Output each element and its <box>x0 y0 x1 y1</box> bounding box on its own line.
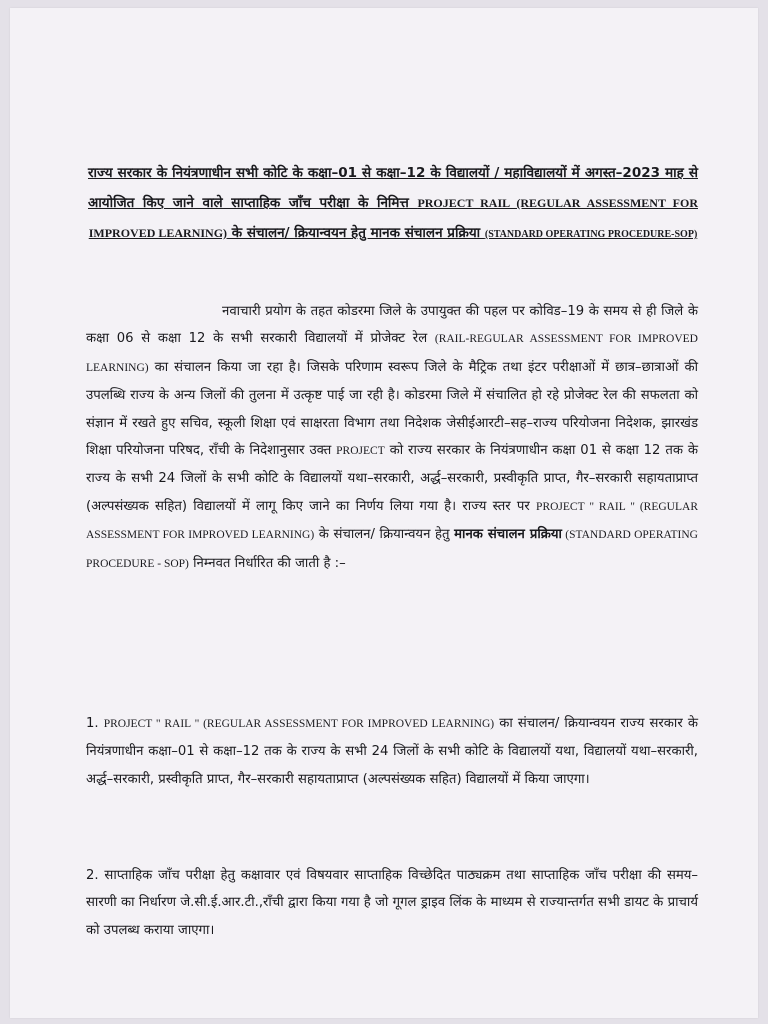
intro-sop-bold: मानक संचालन प्रक्रिया <box>454 527 562 543</box>
intro-rail-expansion: (RAIL-REGULAR ASSESSMENT FOR IMPROVED LEARNING) <box>86 333 698 374</box>
title-hindi-part2: के संचालन/ क्रियान्वयन हेतु मानक संचालन प्रक्रिया <box>227 225 485 241</box>
point-2-number: 2. <box>86 868 105 883</box>
intro-text-3: को राज्य सरकार के नियंत्रणाधीन कक्षा 01 से कक्षा 12 तक के राज्य के सभी 24 जिलों के सभी कोटि के विद्यालयों यथा–सरकारी, अर्द्ध–सरकारी, प्रस्वीकृति प्राप्त, गैर–सरकारी सहायताप्राप्त (अल्पसंख्यक सहित) विद्यालयों में लागू किए जाने का निर्णय लिया गया है। राज्य स्तर पर <box>86 443 698 514</box>
intro-project-rail: PROJECT " RAIL " (REGULAR ASSESSMENT FOR IMPROVED LEARNING) <box>86 500 698 542</box>
point-1-number: 1. <box>86 716 104 731</box>
intro-sop-english: (STANDARD OPERATING PROCEDURE - SOP) <box>86 529 698 570</box>
intro-paragraph <box>86 298 698 578</box>
intro-text-2: का संचालन किया जा रहा है। जिसके परिणाम स्वरूप जिले के मैट्रिक तथा इंटर परीक्षाओं में छात्र–छात्राओं की उपलब्धि राज्य के अन्य जिलों की तुलना में उत्कृष्ट पाई जा रही है। कोडरमा जिले में संचालित हो रहे प्रोजेक्ट रेल की सफलता को संज्ञान में रखते हुए सचिव, स्कूली शिक्षा एवं साक्षरता विभाग तथा निदेशक जेसीईआरटी–सह–राज्य परियोजना निदेशक, झारखंड शिक्षा परियोजना परिषद, राँची के निदेशानुसार उक्त <box>86 359 698 459</box>
title-hindi-part1: राज्य सरकार के नियंत्रणाधीन सभी कोटि के कक्षा–01 से कक्षा–12 के विद्यालयों / महाविद्यालयों में अगस्त–2023 माह से आयोजित किए जाने वाले साप्ताहिक जाँच परीक्षा के निमित्त <box>88 165 698 211</box>
title-project-rail: PROJECT RAIL (REGULAR ASSESSMENT FOR IMPROVED LEARNING) <box>88 196 698 240</box>
point-1-project-rail: PROJECT " RAIL " (REGULAR ASSESSMENT FOR IMPROVED LEARNING) <box>103 718 495 730</box>
point-1 <box>86 710 698 793</box>
intro-text-5: निम्नवत निर्धारित की जाती है :– <box>188 555 346 571</box>
point-2-text: साप्ताहिक जाँच परीक्षा हेतु कक्षावार एवं विषयवार साप्ताहिक विच्छेदित पाठ्यक्रम तथा साप्ताहिक जाँच परीक्षा की समय–सारणी का निर्धारण जे.सी.ई.आर.टी.,राँची द्वारा किया गया है जो गूगल ड्राइव लिंक के माध्यम से राज्यान्तर्गत सभी डायट के प्राचार्य को उपलब्ध कराया जाएगा। <box>86 868 698 938</box>
intro-text-4: के संचालन/ क्रियान्वयन हेतु <box>314 527 455 543</box>
document-page <box>10 8 758 1018</box>
document-title <box>88 158 698 250</box>
title-sop: (STANDARD OPERATING PROCEDURE-SOP) <box>484 229 698 240</box>
intro-text-1: नवाचारी प्रयोग के तहत कोडरमा जिले के उपायुक्त की पहल पर कोविड–19 के समय से ही जिले के कक्षा 06 से कक्षा 12 के सभी सरकारी विद्यालयों में प्रोजेक्ट रेल <box>86 304 698 347</box>
point-1-text: का संचालन/ क्रियान्वयन राज्य सरकार के नियंत्रणाधीन कक्षा–01 से कक्षा–12 तक के राज्य के सभी 24 जिलों के सभी कोटि के विद्यालयों यथा, विद्यालयों यथा–सरकारी, अर्द्ध–सरकारी, प्रस्वीकृति प्राप्त, गैर–सरकारी सहायताप्राप्त (अल्पसंख्यक सहित) विद्यालयों में किया जाएगा। <box>86 716 698 787</box>
point-2 <box>86 862 698 944</box>
intro-project-word: PROJECT <box>336 445 385 458</box>
